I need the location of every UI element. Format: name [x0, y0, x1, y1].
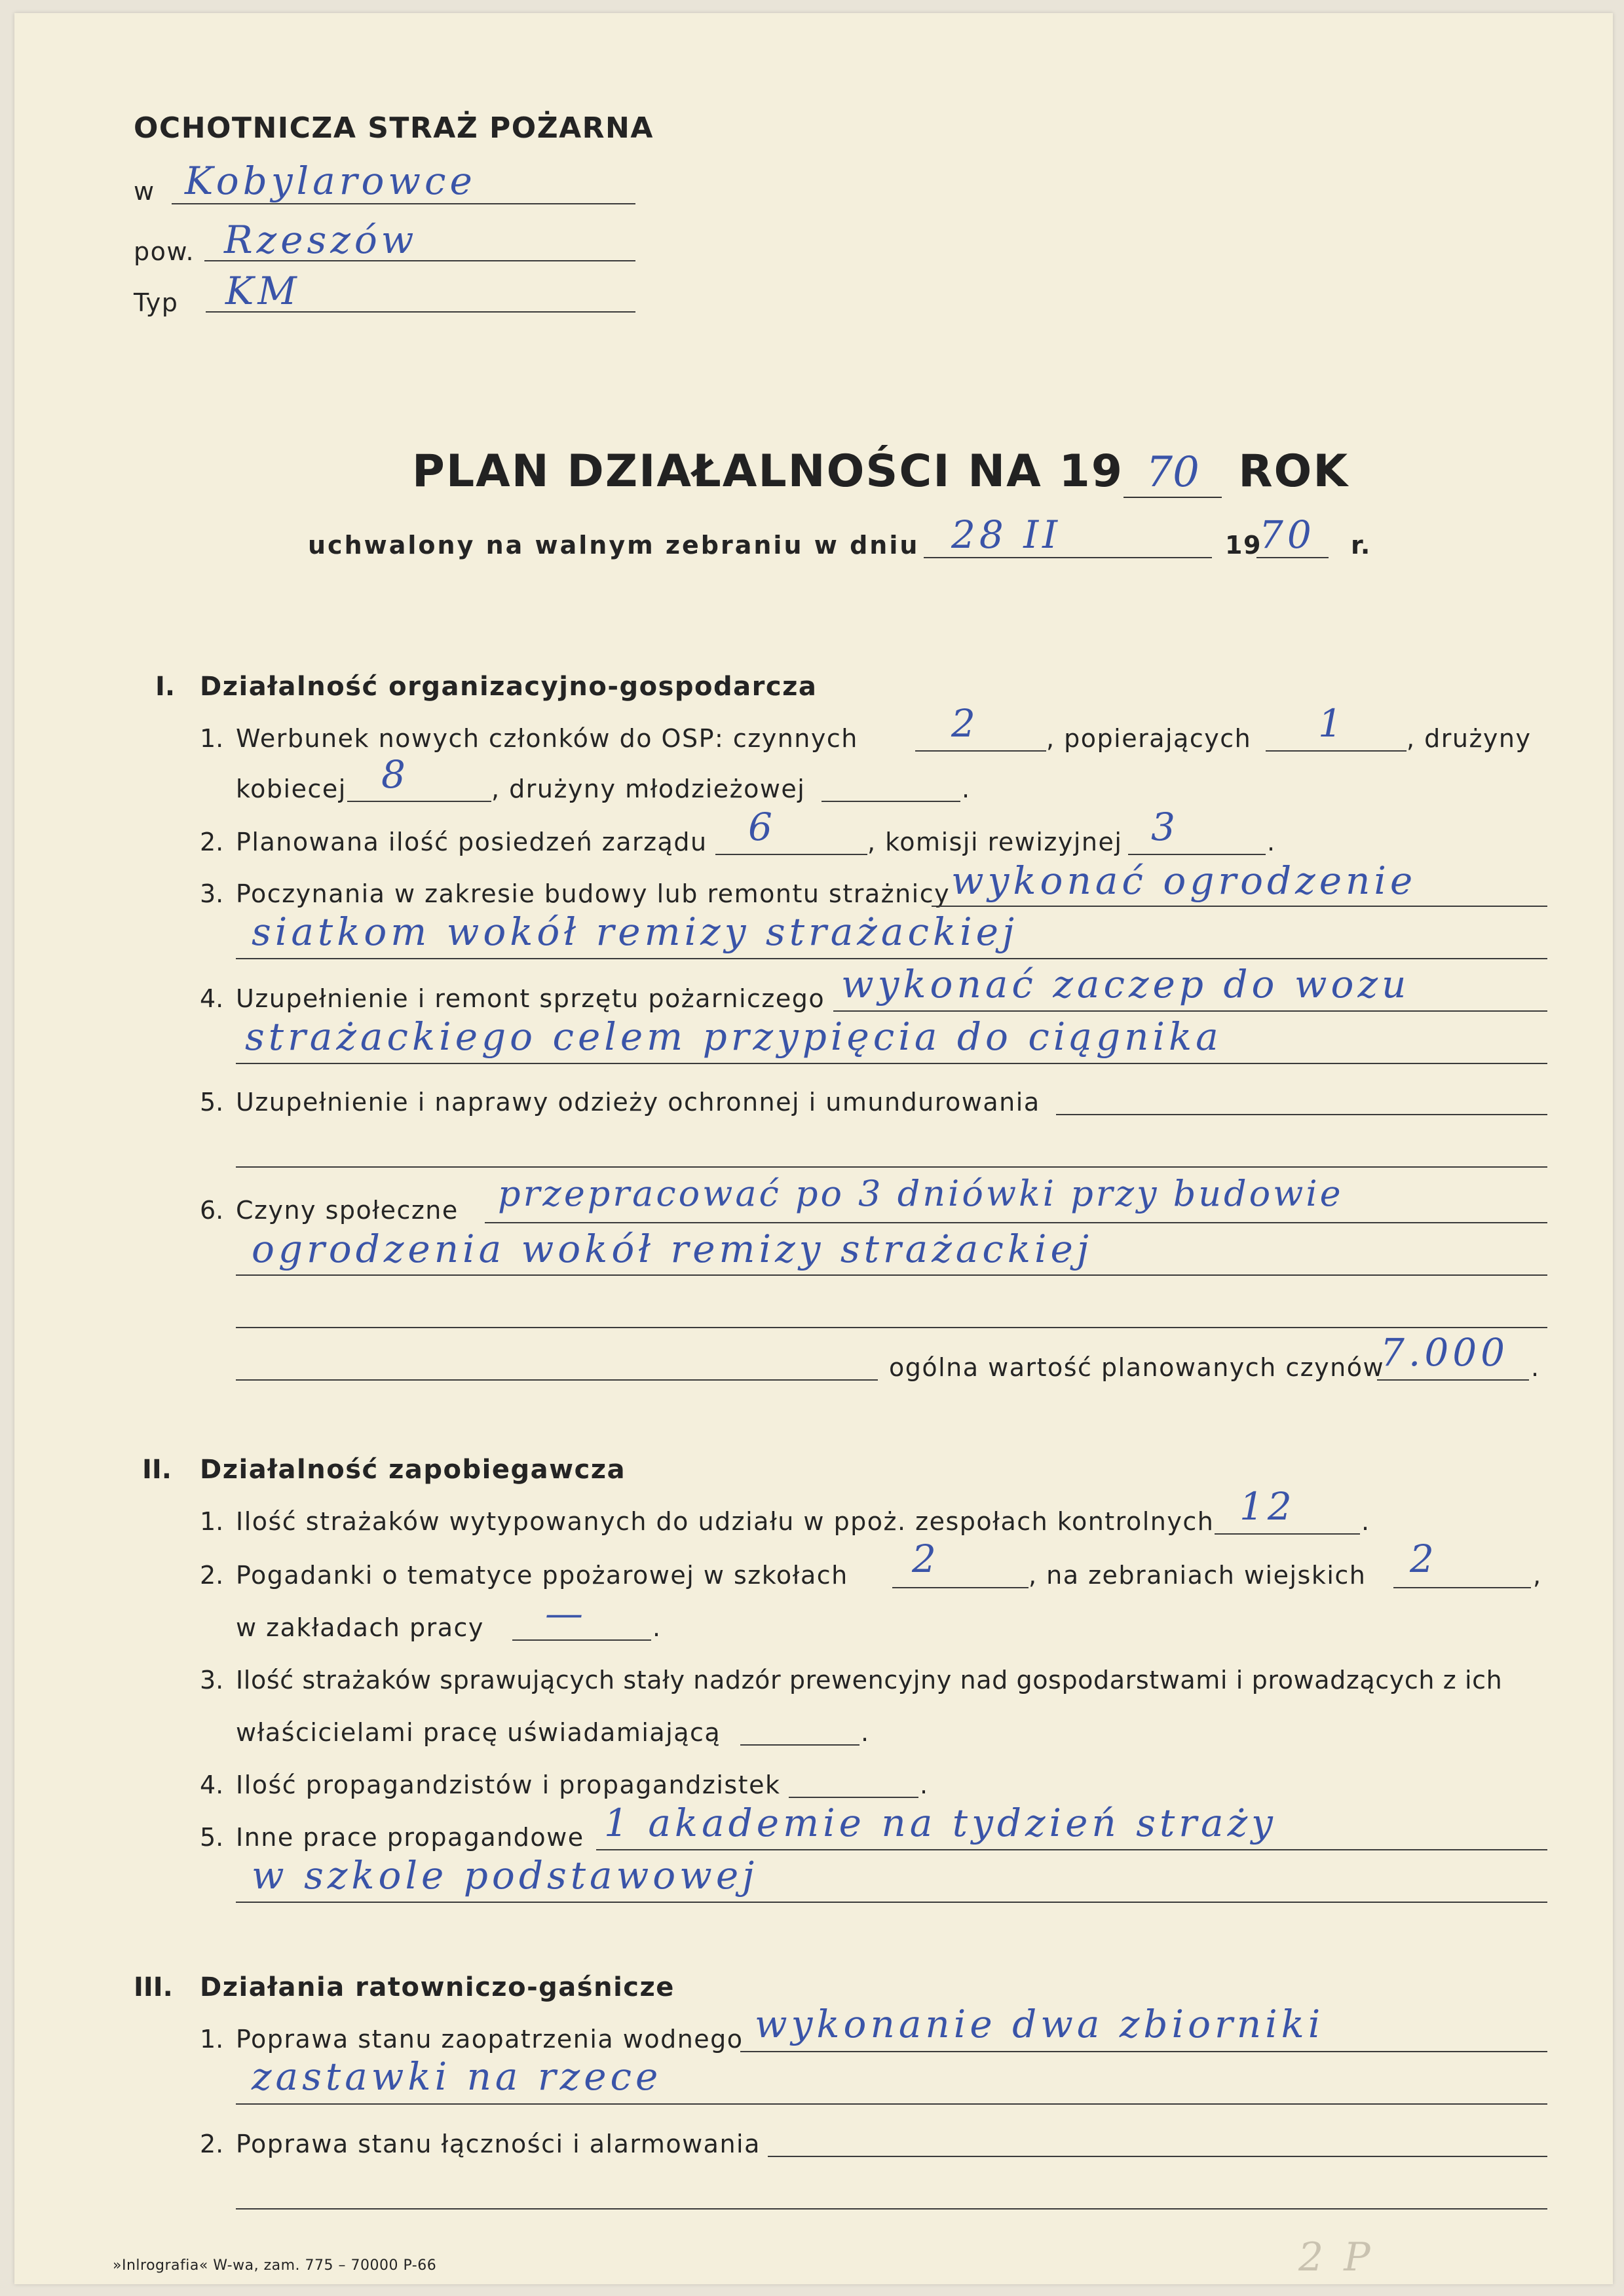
s2-item3-number: 3.: [200, 1666, 224, 1694]
s1-item3-hw2: siatkom wokół remizy strażackiej: [252, 909, 1018, 954]
s1-item1-text-e: , drużyny młodzieżowej: [491, 775, 806, 803]
s3-item1-line1: [740, 2051, 1547, 2052]
s2-item4-end: .: [920, 1770, 929, 1799]
s1-item6-total-value: 7.000: [1380, 1330, 1509, 1375]
s1-item2-number: 2.: [200, 828, 224, 856]
plan-title-year: 70: [1124, 448, 1222, 498]
date-line: [924, 557, 1212, 558]
s2-item1-line: [1215, 1533, 1360, 1535]
s2-item3-line: [740, 1744, 859, 1746]
org-title: OCHOTNICZA STRAŻ POŻARNA: [134, 111, 654, 145]
document-sheet: [14, 13, 1613, 2284]
section1-heading: Działalność organizacyjno-gospodarcza: [200, 672, 818, 702]
s2-item2-village-line: [1393, 1587, 1531, 1588]
s3-item2-number: 2.: [200, 2130, 224, 2158]
s1-item4-line2: [236, 1063, 1547, 1064]
typ-value-handwritten: KM: [225, 269, 301, 313]
s2-item2-work-line: [512, 1639, 651, 1641]
section2-number: II.: [142, 1455, 172, 1485]
s3-item1-text: Poprawa stanu zaopatrzenia wodnego: [236, 2025, 744, 2054]
s2-item1-end: .: [1361, 1507, 1370, 1536]
s2-item2-text-c: ,: [1533, 1561, 1542, 1590]
s2-item3-text-a: Ilość strażaków sprawujących stały nadzór prewencyjny nad gospodarstwami i prowadzących z ich: [236, 1666, 1503, 1694]
s1-item1-active-value: 2: [951, 701, 979, 746]
s1-item1-text-d: kobiecej: [236, 775, 347, 803]
s1-item2-end: .: [1267, 828, 1276, 856]
s2-item1-text: Ilość strażaków wytypowanych do udziału w ppoż. zespołach kontrolnych: [236, 1507, 1215, 1536]
s2-item2-text-d: w zakładach pracy: [236, 1613, 484, 1642]
plan-title-prefix: PLAN DZIAŁALNOŚCI NA 19: [412, 446, 1124, 497]
s1-item6-end: .: [1531, 1353, 1540, 1382]
s1-item6-line1: [485, 1222, 1547, 1223]
s1-item6-total-line: [1377, 1379, 1529, 1381]
year2-line: [1256, 557, 1329, 558]
s2-item2-schools-line: [892, 1587, 1029, 1588]
s1-item2-audit-line: [1128, 854, 1266, 855]
date-handwritten: 28 II: [951, 512, 1062, 557]
s1-item6-line4: [236, 1379, 878, 1381]
s2-item5-hw1: 1 akademie na tydzień straży: [604, 1801, 1277, 1845]
pow-label: pow.: [134, 237, 195, 266]
s2-item3-end: .: [861, 1718, 870, 1747]
s1-item3-hw1: wykonać ogrodzenie: [951, 858, 1417, 903]
section1-number: I.: [155, 672, 176, 702]
s1-item3-number: 3.: [200, 879, 224, 908]
s1-item5-line2: [236, 1166, 1547, 1168]
s2-item2-text-a: Pogadanki o tematyce ppożarowej w szkołach: [236, 1561, 848, 1590]
s1-item1-youth-line: [821, 801, 960, 802]
s3-item1-line2: [236, 2103, 1547, 2105]
s1-item1-women-value: 8: [381, 752, 409, 797]
s2-item2-village-value: 2: [1410, 1537, 1438, 1581]
s2-item5-line1: [596, 1849, 1547, 1850]
s1-item1-text-c: , drużyny: [1407, 724, 1532, 753]
s1-item4-text: Uzupełnienie i remont sprzętu pożarniczego: [236, 984, 825, 1013]
s1-item6-number: 6.: [200, 1196, 224, 1225]
s2-item5-number: 5.: [200, 1823, 224, 1852]
s1-item2-text-b: , komisji rewizyjnej: [867, 828, 1123, 856]
s2-item5-line2: [236, 1902, 1547, 1903]
s1-item2-text-a: Planowana ilość posiedzeń zarządu: [236, 828, 708, 856]
s2-item2-end: .: [652, 1613, 662, 1642]
s1-item5-line: [1056, 1114, 1547, 1115]
s2-item2-number: 2.: [200, 1561, 224, 1590]
s1-item1-support-line: [1266, 750, 1407, 752]
s2-item1-value: 12: [1239, 1484, 1296, 1529]
s2-item4-line: [789, 1797, 918, 1798]
w-value-handwritten: Kobylarowce: [185, 159, 476, 203]
s1-item1-active-line: [915, 750, 1046, 752]
s1-item3-text: Poczynania w zakresie budowy lub remontu strażnicy: [236, 879, 951, 908]
s1-item1-number: 1.: [200, 724, 224, 753]
s1-item3-line1: [932, 906, 1547, 907]
s3-item2-line2: [236, 2208, 1547, 2210]
s3-item1-hw2: zastawki na rzece: [252, 2054, 662, 2099]
s1-item6-line3: [236, 1327, 1547, 1328]
s1-item5-text: Uzupełnienie i naprawy odzieży ochronnej i umundurowania: [236, 1088, 1040, 1117]
section2-heading: Działalność zapobiegawcza: [200, 1455, 626, 1485]
section3-heading: Działania ratowniczo-gaśnicze: [200, 1972, 675, 2002]
s1-item1-end: .: [962, 775, 971, 803]
year2-prefix: 19: [1225, 531, 1262, 560]
s3-item1-number: 1.: [200, 2025, 224, 2054]
typ-label: Typ: [134, 288, 179, 317]
s3-item2-line1: [768, 2156, 1547, 2157]
adopted-label: uchwalony na walnym zebraniu w dniu: [308, 531, 920, 560]
s1-item4-number: 4.: [200, 984, 224, 1013]
s2-item5-text: Inne prace propagandowe: [236, 1823, 584, 1852]
s1-item4-hw1: wykonać zaczep do wozu: [841, 962, 1410, 1006]
s1-item2-board-value: 6: [748, 805, 776, 849]
s2-item2-schools-value: 2: [912, 1537, 940, 1581]
s1-item6-total-label: ogólna wartość planowanych czynów: [889, 1353, 1385, 1382]
year2-suffix: r.: [1351, 531, 1371, 560]
s1-item2-audit-value: 3: [1151, 805, 1179, 849]
s2-item3-text-b: właścicielami pracę uświadamiającą: [236, 1718, 721, 1747]
s1-item1-women-line: [347, 801, 491, 802]
w-label: w: [134, 177, 155, 206]
s1-item5-number: 5.: [200, 1088, 224, 1117]
s2-item4-text: Ilość propagandzistów i propagandzistek: [236, 1770, 781, 1799]
printer-imprint: »Inlrografia« W-wa, zam. 775 – 70000 P-66: [113, 2257, 437, 2274]
s1-item2-board-line: [715, 854, 867, 855]
s2-item2-text-b: , na zebraniach wiejskich: [1029, 1561, 1367, 1590]
s2-item5-hw2: w szkole podstawowej: [252, 1853, 759, 1898]
s1-item1-text-b: , popierających: [1046, 724, 1252, 753]
s3-item1-hw1: wykonanie dwa zbiorniki: [755, 2002, 1325, 2046]
s1-item3-line2: [236, 958, 1547, 959]
s1-item1-text-a: Werbunek nowych członków do OSP: czynnych: [236, 724, 858, 753]
s2-item1-number: 1.: [200, 1507, 224, 1536]
s1-item6-hw1: przepracować po 3 dniówki przy budowie: [498, 1173, 1344, 1214]
pow-value-handwritten: Rzeszów: [224, 218, 418, 262]
plan-title-suffix: ROK: [1238, 446, 1350, 497]
s1-item4-line1: [833, 1010, 1547, 1012]
section3-number: III.: [134, 1972, 173, 2002]
year2-handwritten: 70: [1259, 512, 1315, 557]
margin-pencil-mark: 2 P: [1298, 2234, 1374, 2280]
s1-item4-hw2: strażackiego celem przypięcia do ciągnika: [245, 1014, 1222, 1059]
plan-title: [412, 446, 1349, 498]
s3-item2-text: Poprawa stanu łączności i alarmowania: [236, 2130, 761, 2158]
s1-item1-support-value: 1: [1318, 701, 1346, 746]
s1-item6-hw2: ogrodzenia wokół remizy strażackiej: [252, 1227, 1093, 1271]
s2-item4-number: 4.: [200, 1770, 224, 1799]
s1-item6-line2: [236, 1274, 1547, 1276]
s1-item6-text: Czyny społeczne: [236, 1196, 459, 1225]
w-line: [172, 203, 635, 204]
s2-item2-work-value: —: [545, 1591, 587, 1636]
